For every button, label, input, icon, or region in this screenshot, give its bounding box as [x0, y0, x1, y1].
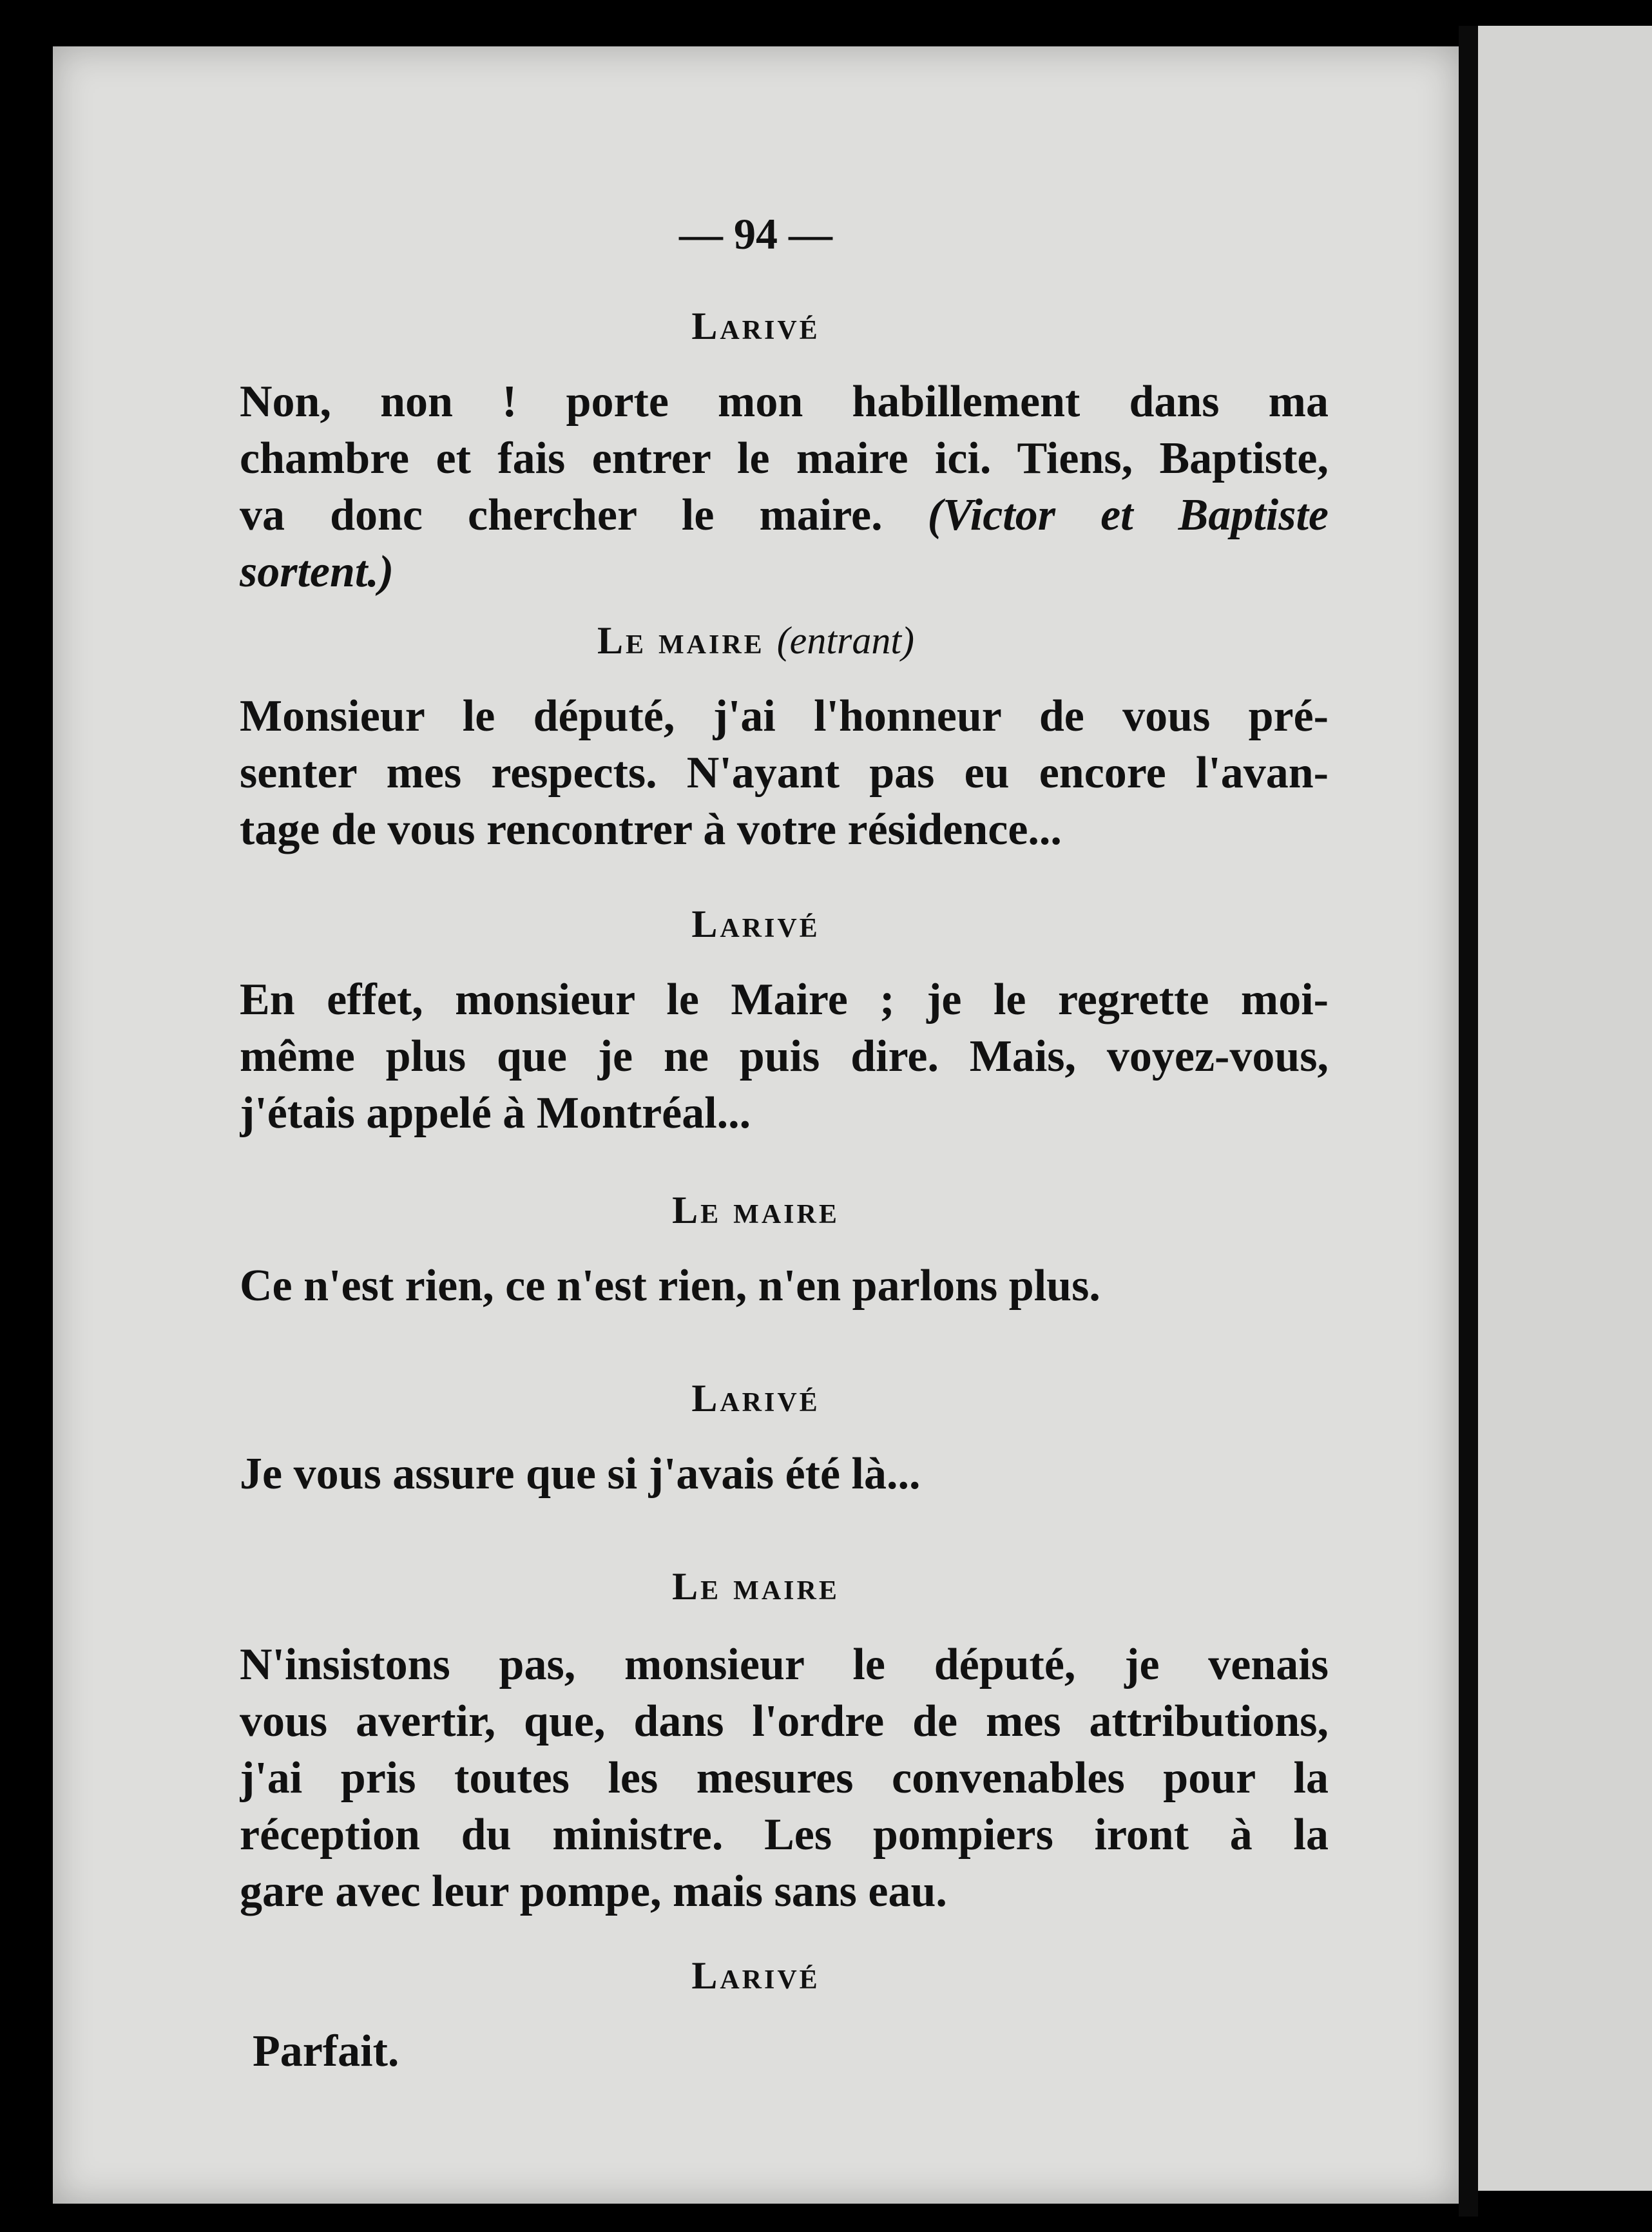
dialogue-line: réception du ministre. Les pompiers iront à la [240, 1810, 1329, 1860]
dialogue-line: chambre et fais entrer le maire ici. Tiens, Baptiste, [240, 434, 1329, 483]
facing-page-edge [1478, 26, 1652, 2191]
dialogue-line: Ce n'est rien, ce n'est rien, n'en parlons plus. [240, 1261, 1100, 1311]
dialogue-line: Je vous assure que si j'avais été là... [240, 1449, 921, 1499]
book-spine [1459, 26, 1478, 2217]
speaker-name: Le maire [597, 619, 765, 662]
dialogue-line: vous avertir, que, dans l'ordre de mes attributions, [240, 1697, 1329, 1746]
dialogue-line: N'insistons pas, monsieur le député, je venais [240, 1640, 1329, 1689]
dialogue-line: Parfait. [253, 2026, 399, 2076]
page-number: — 94 — [679, 209, 832, 258]
speaker-name: Larivé [691, 1954, 820, 1997]
dialogue-line: sortent.) [240, 547, 394, 597]
dialogue-line: Non, non ! porte mon habillement dans ma [240, 377, 1329, 427]
dialogue-line: Monsieur le député, j'ai l'honneur de vous pré- [240, 691, 1329, 741]
stage-direction: (Victor et Baptiste [927, 490, 1329, 540]
speaker-name: Larivé [691, 1377, 820, 1419]
dialogue-line: gare avec leur pompe, mais sans eau. [240, 1867, 947, 1916]
dialogue-line: j'étais appelé à Montréal... [240, 1088, 751, 1138]
book-page [53, 46, 1459, 2204]
dialogue-line: En effet, monsieur le Maire ; je le regrette moi- [240, 975, 1329, 1025]
speaker-name: Larivé [691, 305, 820, 347]
speaker-name: Le maire [672, 1189, 840, 1231]
speaker-name: Larivé [691, 903, 820, 945]
dialogue-line [240, 487, 1329, 544]
dialogue-line: tage de vous rencontrer à votre résidence... [240, 805, 1062, 854]
speaker-name: Le maire [672, 1565, 840, 1608]
dialogue-line: j'ai pris toutes les mesures convenables pour la [240, 1753, 1329, 1803]
dialogue-text: va donc chercher le maire. (Victor et Baptiste [240, 490, 1329, 540]
dialogue-line: même plus que je ne puis dire. Mais, voyez-vous, [240, 1032, 1329, 1081]
stage-direction: (entrant) [776, 619, 914, 662]
speaker-heading [53, 619, 1459, 663]
dialogue-line: senter mes respects. N'ayant pas eu encore l'avan- [240, 748, 1329, 798]
